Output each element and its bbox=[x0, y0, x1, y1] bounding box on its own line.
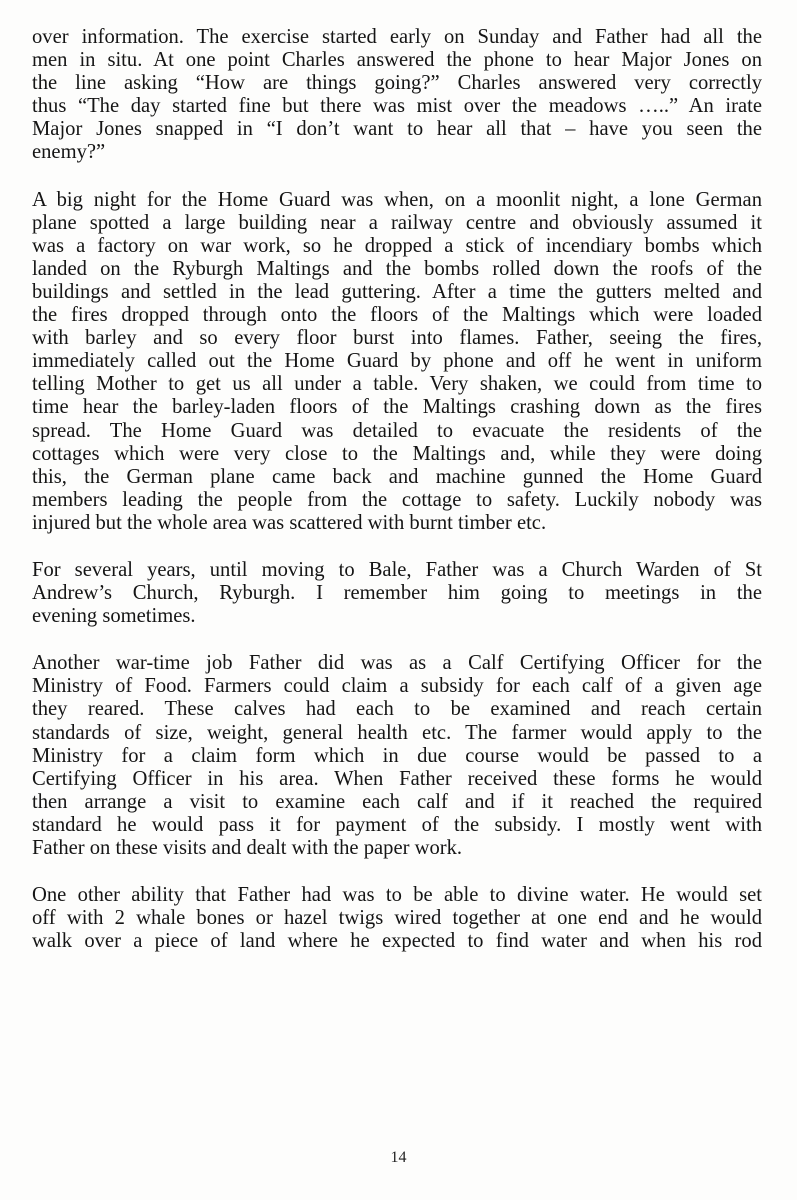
text-line: was a factory on war work, so he dropped a stick of incendiary bombs which bbox=[32, 234, 762, 257]
text-line: members leading the people from the cottage to safety. Luckily nobody was bbox=[32, 488, 762, 511]
text-line: One other ability that Father had was to be able to divine water. He would set bbox=[32, 884, 762, 907]
text-line: telling Mother to get us all under a table. Very shaken, we could from time to bbox=[32, 373, 762, 396]
paragraph-3 bbox=[32, 559, 762, 628]
text-line: Ministry for a claim form which in due course would be passed to a bbox=[32, 744, 762, 767]
text-line: time hear the barley-laden floors of the Maltings crashing down as the fires bbox=[32, 396, 762, 419]
text-line: over information. The exercise started early on Sunday and Father had all the bbox=[32, 26, 762, 48]
text-line: off with 2 whale bones or hazel twigs wired together at one end and he would bbox=[32, 907, 762, 930]
text-line: Another war-time job Father did was as a Calf Certifying Officer for the bbox=[32, 652, 762, 675]
text-line: then arrange a visit to examine each calf and if it reached the required bbox=[32, 790, 762, 813]
text-line: buildings and settled in the lead guttering. After a time the gutters melted and bbox=[32, 280, 762, 303]
text-line: cottages which were very close to the Maltings and, while they were doing bbox=[32, 442, 762, 465]
text-line: they reared. These calves had each to be examined and reach certain bbox=[32, 698, 762, 721]
text-line: standard he would pass it for payment of the subsidy. I mostly went with bbox=[32, 813, 762, 836]
page-number: 14 bbox=[390, 1149, 407, 1166]
paragraph-4 bbox=[32, 652, 762, 860]
text-line: walk over a piece of land where he expected to find water and when his rod bbox=[32, 930, 762, 953]
text-line: Ministry of Food. Farmers could claim a subsidy for each calf of a given age bbox=[32, 675, 762, 698]
text-line: Andrew’s Church, Ryburgh. I remember him going to meetings in the bbox=[32, 582, 762, 605]
text-line: A big night for the Home Guard was when, on a moonlit night, a lone German bbox=[32, 188, 762, 211]
paragraph-1 bbox=[32, 26, 762, 165]
text-line: Certifying Officer in his area. When Father received these forms he would bbox=[32, 767, 762, 790]
text-line: Major Jones snapped in “I don’t want to hear all that – have you seen the bbox=[32, 118, 762, 141]
paragraph-5 bbox=[32, 884, 762, 953]
text-line: with barley and so every floor burst into flames. Father, seeing the fires, bbox=[32, 327, 762, 350]
text-line: this, the German plane came back and machine gunned the Home Guard bbox=[32, 465, 762, 488]
text-line: Father on these visits and dealt with the paper work. bbox=[32, 837, 463, 859]
text-line: men in situ. At one point Charles answered the phone to hear Major Jones on bbox=[32, 49, 762, 72]
text-line: thus “The day started fine but there was mist over the meadows …..” An irate bbox=[32, 95, 762, 118]
paragraph-2 bbox=[32, 189, 762, 535]
text-line: spread. The Home Guard was detailed to evacuate the residents of the bbox=[32, 419, 762, 442]
text-line: enemy?” bbox=[32, 141, 106, 164]
text-line: standards of size, weight, general health etc. The farmer would apply to the bbox=[32, 721, 762, 744]
text-line: landed on the Ryburgh Maltings and the bombs rolled down the roofs of the bbox=[32, 257, 762, 280]
text-line: injured but the whole area was scattered with burnt timber etc. bbox=[32, 511, 547, 534]
text-line: plane spotted a large building near a railway centre and obviously assumed it bbox=[32, 211, 762, 234]
text-line: the fires dropped through onto the floors of the Maltings which were loaded bbox=[32, 304, 762, 327]
text-line: For several years, until moving to Bale, Father was a Church Warden of St bbox=[32, 558, 762, 581]
text-line: immediately called out the Home Guard by phone and off he went in uniform bbox=[32, 350, 762, 373]
text-line: evening sometimes. bbox=[32, 605, 196, 628]
body-text bbox=[32, 26, 762, 977]
text-line: the line asking “How are things going?” Charles answered very correctly bbox=[32, 72, 762, 95]
